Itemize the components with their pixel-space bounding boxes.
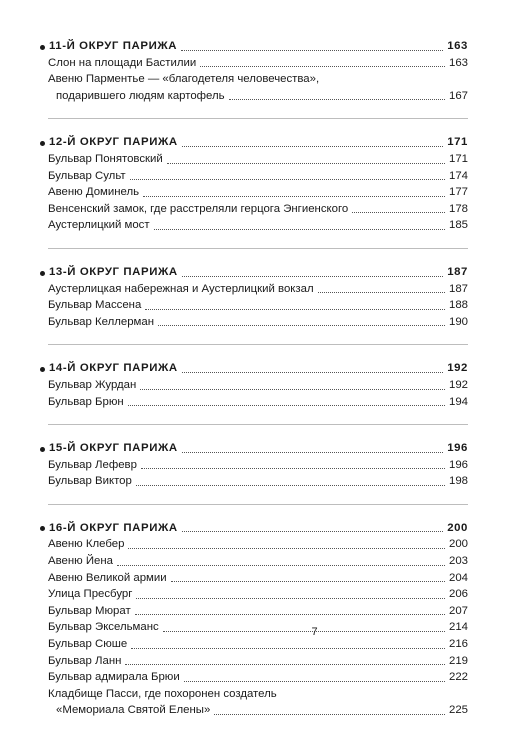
dot-leader — [229, 99, 445, 100]
dot-leader — [131, 648, 445, 649]
dot-leader — [214, 714, 445, 715]
entry-title: Кладбище Пасси, где похоронен создатель — [48, 687, 277, 700]
entry-title: Авеню Клебер — [48, 538, 125, 551]
toc-section — [40, 38, 468, 119]
entry-page: 198 — [448, 475, 468, 488]
dot-leader — [182, 146, 443, 147]
entry-title: Авеню Йена — [48, 555, 114, 568]
page-number: 7 — [311, 626, 318, 638]
toc-entry — [40, 314, 468, 331]
dot-leader — [184, 681, 445, 682]
toc-entry — [40, 184, 468, 201]
dot-leader — [128, 405, 445, 406]
dot-leader — [143, 196, 445, 197]
entry-page: 178 — [448, 202, 468, 215]
dot-leader — [171, 581, 445, 582]
dot-leader — [145, 309, 445, 310]
section-heading — [40, 520, 468, 537]
entry-page: 171 — [448, 152, 468, 165]
dot-leader — [318, 292, 445, 293]
entry-title: Авеню Великой армии — [48, 571, 167, 584]
entry-page: 196 — [448, 458, 468, 471]
section-heading — [40, 360, 468, 377]
section-heading — [40, 38, 468, 55]
table-of-contents — [40, 38, 468, 749]
dot-leader — [130, 179, 445, 180]
toc-entry-line — [40, 686, 468, 703]
section-heading — [40, 264, 468, 281]
toc-section — [40, 440, 468, 505]
entry-title: 15-Й ОКРУГ ПАРИЖА — [49, 442, 178, 455]
entry-page: 185 — [448, 219, 468, 232]
toc-entry — [40, 281, 468, 298]
entry-title: Слон на площади Бастилии — [48, 56, 197, 69]
section-divider — [48, 504, 468, 505]
entry-title: Бульвар Журдан — [48, 378, 137, 391]
entry-page: 188 — [448, 299, 468, 312]
entry-title: Бульвар Брюн — [48, 395, 124, 408]
entry-title: Авеню Доминель — [48, 186, 140, 199]
entry-title: Аустерлицкий мост — [48, 219, 150, 232]
toc-entry — [40, 201, 468, 218]
toc-entry — [40, 603, 468, 620]
entry-title: Венсенский замок, где расстреляли герцога Энгиенского — [48, 202, 349, 215]
toc-entry — [40, 457, 468, 474]
toc-entry — [40, 570, 468, 587]
entry-page: 216 — [448, 638, 468, 651]
section-divider — [48, 118, 468, 119]
entry-page: 225 — [448, 704, 468, 717]
bullet-icon — [40, 45, 45, 50]
dot-leader — [136, 485, 445, 486]
entry-page: 177 — [448, 186, 468, 199]
entry-title: Бульвар Лефевр — [48, 458, 137, 471]
entry-title: Бульвар Мюрат — [48, 604, 131, 617]
dot-leader — [136, 598, 445, 599]
entry-page: 163 — [447, 40, 468, 52]
dot-leader — [167, 163, 445, 164]
toc-entry — [40, 168, 468, 185]
entry-page: 196 — [447, 442, 468, 455]
entry-title: Бульвар Сульт — [48, 169, 126, 182]
dot-leader — [141, 468, 445, 469]
dot-leader — [140, 389, 445, 390]
toc-section — [40, 134, 468, 249]
entry-title: Бульвар Ланн — [48, 654, 122, 667]
toc-entry — [40, 151, 468, 168]
toc-entry — [40, 536, 468, 553]
dot-leader — [135, 614, 445, 615]
entry-title: 14-Й ОКРУГ ПАРИЖА — [49, 362, 178, 375]
entry-page: 194 — [448, 395, 468, 408]
dot-leader — [182, 276, 443, 277]
section-heading — [40, 134, 468, 151]
entry-title: 12-Й ОКРУГ ПАРИЖА — [49, 136, 178, 149]
entry-page: 190 — [448, 315, 468, 328]
entry-page: 192 — [448, 378, 468, 391]
section-divider — [48, 424, 468, 425]
entry-page: 163 — [448, 56, 468, 69]
entry-title: Бульвар Виктор — [48, 475, 132, 488]
dot-leader — [182, 372, 443, 373]
entry-page: 203 — [448, 555, 468, 568]
bullet-icon — [40, 271, 45, 276]
entry-page: 204 — [448, 571, 468, 584]
dot-leader — [125, 664, 445, 665]
entry-title: 16-Й ОКРУГ ПАРИЖА — [49, 521, 178, 534]
toc-entry — [40, 297, 468, 314]
entry-title: Бульвар Келлерман — [48, 315, 155, 328]
entry-title: Улица Пресбург — [48, 588, 133, 601]
dot-leader — [128, 548, 445, 549]
entry-page: 187 — [447, 265, 468, 278]
entry-title: подарившего людям картофель — [56, 89, 225, 102]
toc-section — [40, 360, 468, 425]
entry-page: 187 — [448, 282, 468, 295]
toc-entry — [40, 586, 468, 603]
entry-title: Бульвар Массена — [48, 299, 142, 312]
bullet-icon — [40, 447, 45, 452]
dot-leader — [182, 531, 443, 532]
toc-entry — [40, 653, 468, 670]
dot-leader — [182, 452, 443, 453]
section-divider — [48, 248, 468, 249]
bullet-icon — [40, 526, 45, 531]
entry-page: 174 — [448, 169, 468, 182]
entry-title: 13-Й ОКРУГ ПАРИЖА — [49, 265, 178, 278]
dot-leader — [117, 565, 445, 566]
toc-entry — [40, 217, 468, 234]
entry-page: 222 — [448, 671, 468, 684]
section-heading — [40, 440, 468, 457]
dot-leader — [181, 50, 443, 51]
entry-page: 171 — [447, 136, 468, 149]
toc-entry — [40, 394, 468, 411]
toc-entry — [40, 553, 468, 570]
entry-title: Бульвар Сюше — [48, 638, 128, 651]
bullet-icon — [40, 141, 45, 146]
entry-page: 219 — [448, 654, 468, 667]
toc-entry — [40, 88, 468, 105]
toc-entry — [40, 55, 468, 72]
toc-entry — [40, 702, 468, 719]
entry-title: Бульвар адмирала Брюи — [48, 671, 180, 684]
dot-leader — [352, 212, 445, 213]
entry-page: 200 — [448, 538, 468, 551]
toc-entry — [40, 377, 468, 394]
toc-section — [40, 264, 468, 345]
bullet-icon — [40, 367, 45, 372]
entry-title: Авеню Парментье — «благодетеля человечества», — [48, 73, 320, 86]
section-divider — [48, 344, 468, 345]
entry-title: Бульвар Эксельманс — [48, 621, 159, 634]
entry-page: 192 — [447, 362, 468, 375]
entry-page: 207 — [448, 604, 468, 617]
entry-page: 167 — [448, 89, 468, 102]
entry-title: Бульвар Понятовский — [48, 152, 163, 165]
dot-leader — [154, 229, 445, 230]
entry-title: 11-Й ОКРУГ ПАРИЖА — [49, 40, 178, 52]
entry-page: 214 — [448, 621, 468, 634]
toc-entry — [40, 669, 468, 686]
entry-title: Аустерлицкая набережная и Аустерлицкий вокзал — [48, 282, 314, 295]
entry-page: 200 — [447, 521, 468, 534]
entry-page: 206 — [448, 588, 468, 601]
toc-entry — [40, 473, 468, 490]
dot-leader — [200, 66, 445, 67]
toc-entry-line — [40, 71, 468, 88]
dot-leader — [158, 325, 445, 326]
entry-title: «Мемориала Святой Елены» — [56, 704, 211, 717]
toc-entry — [40, 636, 468, 653]
